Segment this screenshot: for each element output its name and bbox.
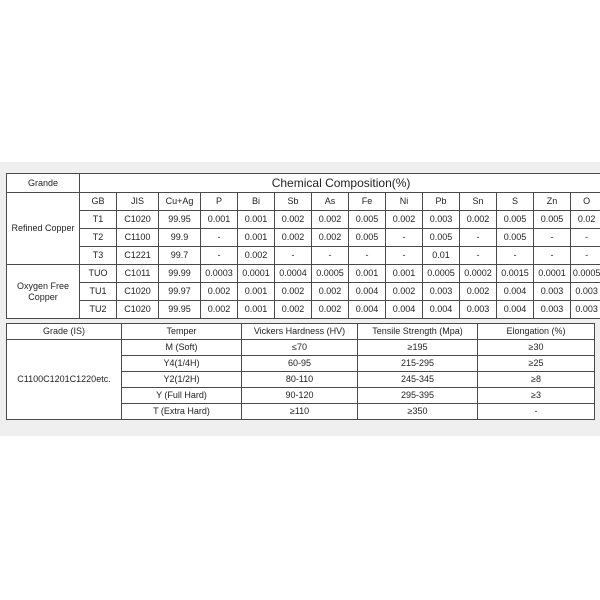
table-cell: 0.003 bbox=[423, 211, 460, 229]
table-cell: - bbox=[534, 229, 571, 247]
col-header: JIS bbox=[117, 193, 159, 211]
chemical-composition-table bbox=[6, 173, 600, 319]
table-cell: - bbox=[386, 229, 423, 247]
table-cell: 0.002 bbox=[238, 247, 275, 265]
table-row bbox=[7, 340, 595, 356]
table-row bbox=[7, 229, 600, 247]
grade-cell: C1100C1201C1220etc. bbox=[7, 340, 122, 420]
table-cell: 99.7 bbox=[159, 247, 201, 265]
table-cell: Y2(1/2H) bbox=[122, 372, 242, 388]
table-cell: 0.001 bbox=[238, 301, 275, 319]
table-cell: ≥110 bbox=[242, 404, 358, 420]
col-header: Tensile Strength (Mpa) bbox=[358, 324, 478, 340]
col-header: O bbox=[571, 193, 600, 211]
table-cell: 0.0001 bbox=[238, 265, 275, 283]
table-cell: ≥350 bbox=[358, 404, 478, 420]
table-cell: 0.004 bbox=[497, 301, 534, 319]
table-cell: 0.003 bbox=[534, 283, 571, 301]
table-cell: 0.01 bbox=[423, 247, 460, 265]
table-cell: 0.004 bbox=[423, 301, 460, 319]
table-cell: 0.0003 bbox=[201, 265, 238, 283]
group-refined-copper: Refined Copper bbox=[7, 193, 80, 265]
col-header: Cu+Ag bbox=[159, 193, 201, 211]
table-cell: Y (Full Hard) bbox=[122, 388, 242, 404]
col-header: Temper bbox=[122, 324, 242, 340]
table-cell: 0.0015 bbox=[497, 265, 534, 283]
table-cell: 80-110 bbox=[242, 372, 358, 388]
table-cell: - bbox=[571, 247, 600, 265]
table-cell: 0.002 bbox=[275, 211, 312, 229]
table-cell: C1011 bbox=[117, 265, 159, 283]
table-cell: 0.0005 bbox=[571, 265, 600, 283]
table-cell: 0.003 bbox=[534, 301, 571, 319]
col-header: Ni bbox=[386, 193, 423, 211]
table-cell: 99.9 bbox=[159, 229, 201, 247]
table-cell: 0.002 bbox=[312, 211, 349, 229]
table-cell: - bbox=[478, 404, 595, 420]
table-cell: ≥8 bbox=[478, 372, 595, 388]
table-cell: 90-120 bbox=[242, 388, 358, 404]
chem-title-row bbox=[7, 174, 600, 193]
chem-title: Chemical Composition(%) bbox=[80, 174, 600, 193]
col-header: GB bbox=[80, 193, 117, 211]
table-cell: 0.005 bbox=[534, 211, 571, 229]
table-cell: 0.001 bbox=[349, 265, 386, 283]
table-cell: - bbox=[201, 247, 238, 265]
table-cell: C1100 bbox=[117, 229, 159, 247]
table-cell: TU1 bbox=[80, 283, 117, 301]
table-cell: C1020 bbox=[117, 301, 159, 319]
table-cell: 0.0002 bbox=[460, 265, 497, 283]
mech-header-row bbox=[7, 324, 595, 340]
table-cell: - bbox=[534, 247, 571, 265]
table-cell: 0.001 bbox=[238, 211, 275, 229]
table-cell: - bbox=[386, 247, 423, 265]
table-cell: 0.001 bbox=[238, 283, 275, 301]
table-row bbox=[7, 283, 600, 301]
table-cell: T (Extra Hard) bbox=[122, 404, 242, 420]
mechanical-properties-table bbox=[6, 323, 595, 420]
table-cell: 0.002 bbox=[275, 229, 312, 247]
table-cell: 0.004 bbox=[497, 283, 534, 301]
table-cell: ≥25 bbox=[478, 356, 595, 372]
table-cell: ≤70 bbox=[242, 340, 358, 356]
table-cell: 245-345 bbox=[358, 372, 478, 388]
table-cell: 0.0005 bbox=[423, 265, 460, 283]
col-header: Elongation (%) bbox=[478, 324, 595, 340]
table-cell: 0.002 bbox=[386, 283, 423, 301]
table-cell: 0.005 bbox=[497, 211, 534, 229]
col-header: Sn bbox=[460, 193, 497, 211]
table-cell: 0.004 bbox=[349, 301, 386, 319]
table-cell: 0.003 bbox=[423, 283, 460, 301]
table-cell: 0.002 bbox=[201, 283, 238, 301]
table-cell: 215-295 bbox=[358, 356, 478, 372]
table-cell: 0.004 bbox=[349, 283, 386, 301]
table-cell: 0.002 bbox=[312, 283, 349, 301]
table-cell: 99.95 bbox=[159, 301, 201, 319]
table-cell: 0.001 bbox=[201, 211, 238, 229]
col-header: As bbox=[312, 193, 349, 211]
table-cell: - bbox=[460, 247, 497, 265]
table-cell: - bbox=[275, 247, 312, 265]
table-cell: M (Soft) bbox=[122, 340, 242, 356]
col-header: Pb bbox=[423, 193, 460, 211]
chem-column-header-row bbox=[7, 193, 600, 211]
table-cell: TUO bbox=[80, 265, 117, 283]
table-cell: 99.97 bbox=[159, 283, 201, 301]
col-header: Zn bbox=[534, 193, 571, 211]
table-cell: - bbox=[201, 229, 238, 247]
table-cell: - bbox=[571, 229, 600, 247]
group-oxygen-free-copper: Oxygen Free Copper bbox=[7, 265, 80, 319]
col-header: Vickers Hardness (HV) bbox=[242, 324, 358, 340]
table-cell: C1020 bbox=[117, 211, 159, 229]
table-cell: 0.003 bbox=[571, 283, 600, 301]
table-cell: Y4(1/4H) bbox=[122, 356, 242, 372]
table-cell: TU2 bbox=[80, 301, 117, 319]
table-cell: 0.005 bbox=[423, 229, 460, 247]
table-cell: 0.0001 bbox=[534, 265, 571, 283]
table-cell: 0.001 bbox=[386, 265, 423, 283]
table-cell: 0.002 bbox=[201, 301, 238, 319]
table-cell: - bbox=[349, 247, 386, 265]
table-cell: - bbox=[312, 247, 349, 265]
table-cell: 0.001 bbox=[238, 229, 275, 247]
table-cell: 0.005 bbox=[349, 211, 386, 229]
table-cell: C1020 bbox=[117, 283, 159, 301]
table-cell: 0.002 bbox=[275, 301, 312, 319]
col-header: S bbox=[497, 193, 534, 211]
table-cell: 0.005 bbox=[497, 229, 534, 247]
col-header: Bi bbox=[238, 193, 275, 211]
table-cell: - bbox=[497, 247, 534, 265]
table-row bbox=[7, 247, 600, 265]
table-cell: T1 bbox=[80, 211, 117, 229]
table-cell: 0.0004 bbox=[275, 265, 312, 283]
table-cell: T3 bbox=[80, 247, 117, 265]
table-cell: ≥30 bbox=[478, 340, 595, 356]
table-cell: 0.002 bbox=[460, 211, 497, 229]
table-cell: T2 bbox=[80, 229, 117, 247]
table-cell: - bbox=[460, 229, 497, 247]
table-cell: C1221 bbox=[117, 247, 159, 265]
table-row bbox=[7, 301, 600, 319]
table-cell: ≥195 bbox=[358, 340, 478, 356]
table-cell: 0.0005 bbox=[312, 265, 349, 283]
table-row bbox=[7, 211, 600, 229]
table-cell: 60-95 bbox=[242, 356, 358, 372]
table-cell: 0.005 bbox=[349, 229, 386, 247]
table-cell: 0.002 bbox=[386, 211, 423, 229]
table-cell: 99.99 bbox=[159, 265, 201, 283]
table-row bbox=[7, 265, 600, 283]
table-cell: 0.002 bbox=[312, 229, 349, 247]
table-cell: 0.003 bbox=[460, 301, 497, 319]
table-cell: 99.95 bbox=[159, 211, 201, 229]
table-cell: 0.02 bbox=[571, 211, 600, 229]
col-header: Grade (IS) bbox=[7, 324, 122, 340]
table-cell: 295-395 bbox=[358, 388, 478, 404]
table-cell: 0.002 bbox=[460, 283, 497, 301]
table-cell: 0.002 bbox=[275, 283, 312, 301]
table-cell: 0.002 bbox=[312, 301, 349, 319]
col-header: Sb bbox=[275, 193, 312, 211]
grade-header: Grande bbox=[7, 174, 80, 193]
table-cell: 0.003 bbox=[571, 301, 600, 319]
col-header: P bbox=[201, 193, 238, 211]
col-header: Fe bbox=[349, 193, 386, 211]
table-cell: ≥3 bbox=[478, 388, 595, 404]
table-cell: 0.004 bbox=[386, 301, 423, 319]
